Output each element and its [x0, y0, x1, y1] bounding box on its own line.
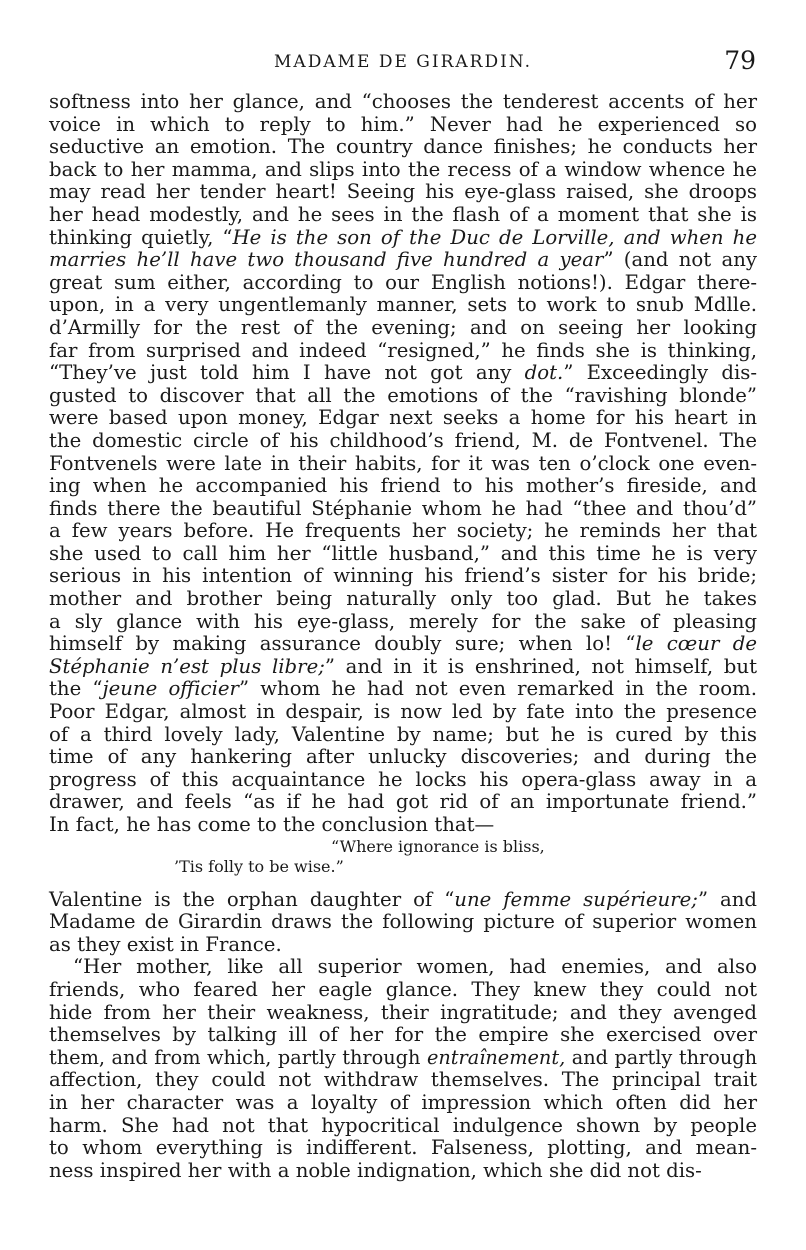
paragraph-edgar [49, 91, 757, 837]
text-line: himself by making assurance doubly sure; when lo! “le cœur de [49, 632, 757, 656]
text-line: the domestic circle of his childhood’s friend, M. de Fontvenel. The [49, 428, 757, 452]
text-line: the “jeune officier” whom he had not even remarked in the room. [49, 677, 757, 701]
text-line: were based upon money, Edgar next seeks a home for his heart in [49, 406, 757, 430]
text-line: Fontvenels were late in their habits, for it was ten o’clock one even- [49, 451, 757, 475]
text-line: gusted to discover that all the emotions of the “ravishing blonde” [49, 383, 757, 407]
text-line: her head modestly, and he sees in the flash of a moment that she is [49, 202, 757, 226]
text-line: ness inspired her with a noble indignation, which she did not dis- [49, 1158, 702, 1182]
text-line: “Her mother, like all superior women, had enemies, and also [73, 955, 757, 979]
quote-line: ’Tis folly to be wise.” [174, 856, 344, 876]
text-line: to whom everything is indifferent. Falseness, plotting, and mean- [49, 1136, 757, 1160]
text-line: Stéphanie n’est plus libre;” and in it is enshrined, not himself, but [49, 654, 757, 678]
text-line: affection, they could not withdraw themselves. The principal trait [49, 1068, 757, 1092]
text-line: mother and brother being naturally only too glad. But he takes [49, 587, 757, 611]
text-line: great sum either, according to our English notions!). Edgar there- [49, 270, 757, 294]
text-line: back to her mamma, and slips into the recess of a window whence he [49, 157, 757, 181]
text-line: softness into her glance, and “chooses the tenderest accents of her [49, 90, 757, 113]
text-line: Valentine is the orphan daughter of “une femme supérieure;” and [49, 887, 757, 911]
text-line: may read her tender heart! Seeing his eye-glass raised, she droops [49, 180, 757, 204]
text-line: marries he’ll have two thousand five hundred a year” (and not any [49, 248, 757, 272]
text-line: voice in which to reply to him.” Never had he experienced so [49, 112, 757, 136]
page-number: 79 [724, 46, 756, 75]
text-line: finds there the beautiful Stéphanie whom he had “thee and thou’d” [49, 496, 757, 520]
text-line: “They’ve just told him I have not got any dot.” Exceedingly dis- [49, 361, 758, 385]
text-line: ing when he accompanied his friend to his mother’s fireside, and [49, 474, 757, 498]
text-line: d’Armilly for the rest of the evening; and on seeing her looking [49, 315, 757, 339]
text-line: she used to call him her “little husband,” and this time he is very [49, 541, 757, 565]
paragraph-her-mother [49, 956, 757, 1182]
text-line: progress of this acquaintance he locks his opera-glass away in a [49, 767, 757, 791]
text-line: upon, in a very ungentlemanly manner, sets to work to snub Mdlle. [49, 293, 757, 317]
text-line: serious in his intention of winning his friend’s sister for his bride; [49, 564, 757, 588]
text-line: of a third lovely lady, Valentine by name; but he is cured by this [49, 722, 757, 746]
text-line: far from surprised and indeed “resigned,” he finds she is thinking, [49, 338, 757, 362]
text-line: a sly glance with his eye-glass, merely for the sake of pleasing [49, 609, 757, 633]
text-line: harm. She had not that hypocritical indulgence shown by people [49, 1113, 757, 1137]
text-line: seductive an emotion. The country dance finishes; he conducts her [49, 135, 757, 159]
paragraph-valentine [49, 889, 757, 957]
text-line: drawer, and feels “as if he had got rid of an importunate friend.” [49, 790, 757, 814]
text-line: Poor Edgar, almost in despair, is now led by fate into the presence [49, 700, 757, 724]
text-line: In fact, he has come to the conclusion that— [49, 813, 495, 836]
text-line: thinking quietly, “He is the son of the Duc de Lorville, and when he [49, 225, 757, 249]
quote-line: “Where ignorance is bliss, [331, 836, 545, 856]
text-line: friends, who feared her eagle glance. They knew they could not [49, 977, 757, 1001]
text-line: time of any hankering after unlucky discoveries; and during the [49, 745, 757, 769]
text-line: as they exist in France. [49, 932, 282, 956]
text-line: a few years before. He frequents her society; he reminds her that [49, 519, 757, 543]
text-line: hide from her their weakness, their ingratitude; and they avenged [49, 1000, 757, 1024]
text-line: them, and from which, partly through entraînement, and partly through [49, 1045, 757, 1069]
running-title: MADAME DE GIRARDIN. [274, 52, 532, 72]
verse-quote [49, 837, 757, 877]
page-header [48, 44, 758, 84]
text-line: themselves by talking ill of her for the empire she exercised over [49, 1023, 757, 1047]
text-line: Madame de Girardin draws the following picture of superior women [49, 910, 757, 934]
text-line: in her character was a loyalty of impression which often did her [49, 1090, 757, 1114]
body-text [49, 91, 757, 1182]
